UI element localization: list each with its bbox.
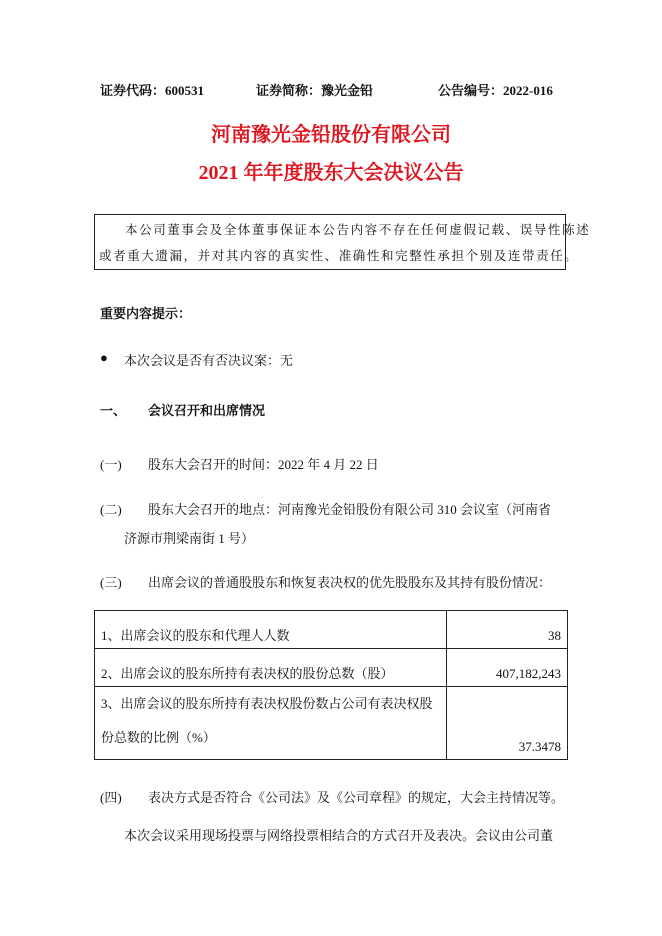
item-text: 股东大会召开的地点：河南豫光金铅股份有限公司 310 会议室（河南省 xyxy=(148,502,552,517)
row-label: 1、出席会议的股东和代理人人数 xyxy=(95,611,447,649)
section-number: 一、 xyxy=(100,403,127,418)
attendance-table xyxy=(94,610,568,760)
item-text-cont: 济源市荆梁南街 1 号） xyxy=(124,531,255,546)
item-text: 出席会议的普通股股东和恢复表决权的优先股股东及其持有股份情况： xyxy=(148,575,552,590)
row-label: 2、出席会议的股东所持有表决权的股份总数（股） xyxy=(95,649,447,687)
table-row xyxy=(95,649,568,687)
item-number: (四) xyxy=(100,790,122,805)
row-value: 38 xyxy=(447,611,568,649)
company-title: 河南豫光金铅股份有限公司 xyxy=(211,124,451,146)
item-number: (一) xyxy=(100,457,122,472)
table-row xyxy=(95,611,568,649)
document-title: 2021 年年度股东大会决议公告 xyxy=(198,162,464,184)
row-value: 37.3478 xyxy=(447,687,568,760)
disclaimer-line: 或者重大遗漏，并对其内容的真实性、准确性和完整性承担个别及连带责任。 xyxy=(99,249,579,263)
bullet-icon: ● xyxy=(100,350,108,365)
table-row xyxy=(95,687,568,760)
item-text: 股东大会召开的时间：2022 年 4 月 22 日 xyxy=(148,457,379,472)
bullet-text: 本次会议是否有否决议案：无 xyxy=(124,353,294,368)
disclaimer-line: 本公司董事会及全体董事保证本公告内容不存在任何虚假记载、误导性陈述 xyxy=(125,223,591,237)
item-text: 表决方式是否符合《公司法》及《公司章程》的规定，大会主持情况等。 xyxy=(148,790,565,805)
body-paragraph: 本次会议采用现场投票与网络投票相结合的方式召开及表决。会议由公司董 xyxy=(124,828,554,843)
tips-heading: 重要内容提示： xyxy=(100,306,192,321)
security-short-name: 证券简称：豫光金铅 xyxy=(256,83,374,98)
row-label: 份总数的比例（%） xyxy=(101,730,216,745)
security-code: 证券代码：600531 xyxy=(100,83,205,98)
item-number: (三) xyxy=(100,575,122,590)
disclaimer-box xyxy=(94,214,591,270)
item-number: (二) xyxy=(100,502,122,517)
notice-number: 公告编号：2022-016 xyxy=(438,83,553,98)
row-value: 407,182,243 xyxy=(447,649,568,687)
row-label: 3、出席会议的股东所持有表决权股份数占公司有表决权股 xyxy=(101,696,433,711)
section-title: 会议召开和出席情况 xyxy=(148,403,266,418)
